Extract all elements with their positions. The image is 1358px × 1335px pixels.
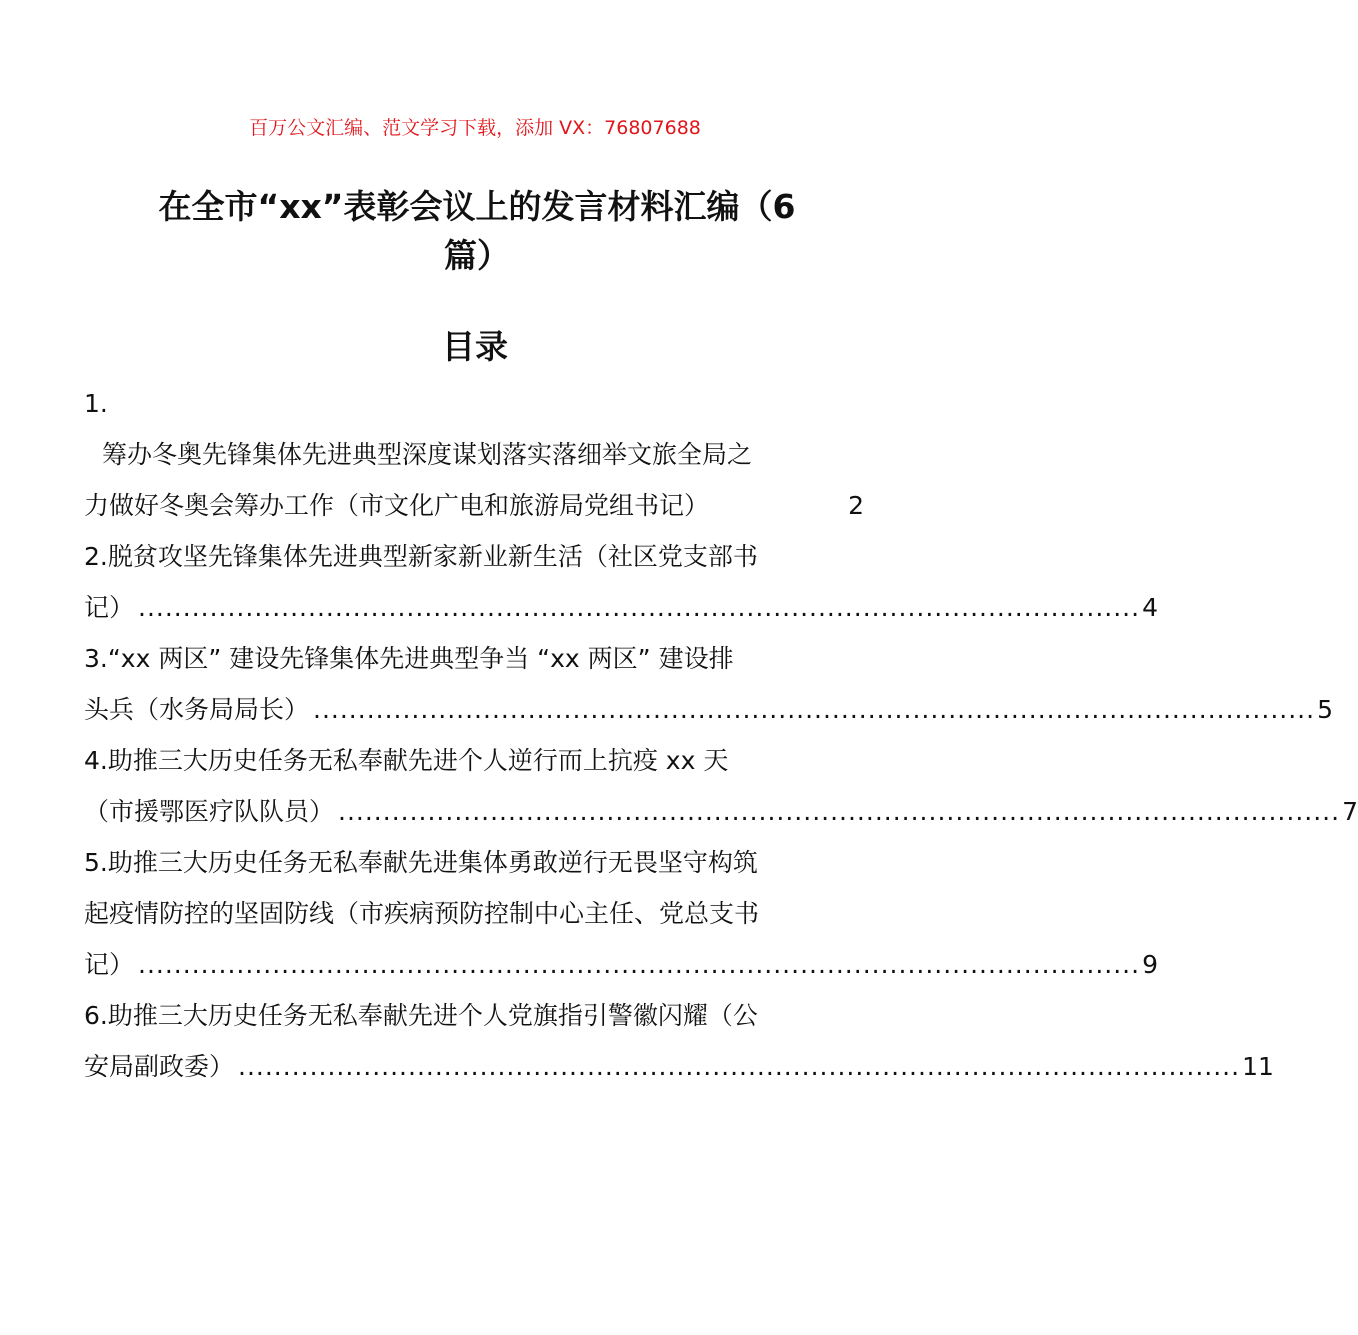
toc-entry-text-line: 记） <box>84 593 135 622</box>
toc-entry-text-line: 2.脱贫攻坚先锋集体先进典型新家新业新生活（社区党支部书 <box>84 542 758 571</box>
toc-dot-leader: ................................................................................................................ <box>138 593 1141 622</box>
toc-heading: 目录 <box>442 327 508 366</box>
toc-entry-6[interactable] <box>84 990 1274 1092</box>
toc-entry-last-line <box>84 1041 1274 1092</box>
toc-entry-4[interactable] <box>84 735 1358 837</box>
toc-dot-leader: ................................................................................................................ <box>238 1052 1241 1081</box>
toc-entry-last-line <box>84 480 870 531</box>
toc-page-number: 5 <box>1317 695 1333 724</box>
toc-entry-text-line: 力做好冬奥会筹办工作（市文化广电和旅游局党组书记） <box>84 491 710 520</box>
document-title-line-2: 篇） <box>444 236 510 275</box>
toc-entry-last-line <box>84 582 1158 633</box>
table-of-contents <box>84 378 1358 1092</box>
toc-dot-leader: ................................................................................................................ <box>338 797 1341 826</box>
toc-entry-text-line: 头兵（水务局局长） <box>84 695 310 724</box>
promo-banner: 百万公文汇编、范文学习下载，添加 VX：76807688 <box>249 117 701 139</box>
toc-entry-text-line: 起疫情防控的坚固防线（市疾病预防控制中心主任、党总支书 <box>84 899 760 928</box>
toc-page-number: 4 <box>1142 593 1158 622</box>
toc-entry-number: 1. <box>84 389 108 418</box>
toc-entry-text-line: 4.助推三大历史任务无私奉献先进个人逆行而上抗疫 xx 天 <box>84 746 729 775</box>
toc-entry-text-line: 6.助推三大历史任务无私奉献先进个人党旗指引警徽闪耀（公 <box>84 1001 758 1030</box>
toc-entry-text-line: （市援鄂医疗队队员） <box>84 797 335 826</box>
document-title <box>82 182 872 280</box>
toc-dot-leader: ................................................................................................................ <box>313 695 1316 724</box>
toc-page-number: 9 <box>1142 950 1158 979</box>
toc-dot-leader: ................................................................................................................ <box>138 950 1141 979</box>
toc-entry-3[interactable] <box>84 633 1333 735</box>
toc-entry-text-line: 安局副政委） <box>84 1052 235 1081</box>
toc-entry-5[interactable] <box>84 837 1158 990</box>
toc-page-number: 2 <box>848 491 864 520</box>
toc-entry-text-line: 记） <box>84 950 135 979</box>
toc-page-number: 11 <box>1242 1052 1274 1081</box>
toc-entry-last-line <box>84 684 1333 735</box>
document-title-line-1: 在全市“xx”表彰会议上的发言材料汇编（6 <box>158 187 796 226</box>
toc-entry-1[interactable] <box>84 378 870 531</box>
toc-page-number: 7 <box>1342 797 1358 826</box>
toc-entry-last-line <box>84 939 1158 990</box>
toc-entry-text-line: 筹办冬奥先锋集体先进典型深度谋划落实落细举文旅全局之 <box>102 440 753 469</box>
toc-entry-last-line <box>84 786 1358 837</box>
toc-entry-text-line: 5.助推三大历史任务无私奉献先进集体勇敢逆行无畏坚守构筑 <box>84 848 758 877</box>
toc-entry-text-line: 3.“xx 两区” 建设先锋集体先进典型争当 “xx 两区” 建设排 <box>84 644 734 673</box>
toc-entry-2[interactable] <box>84 531 1158 633</box>
